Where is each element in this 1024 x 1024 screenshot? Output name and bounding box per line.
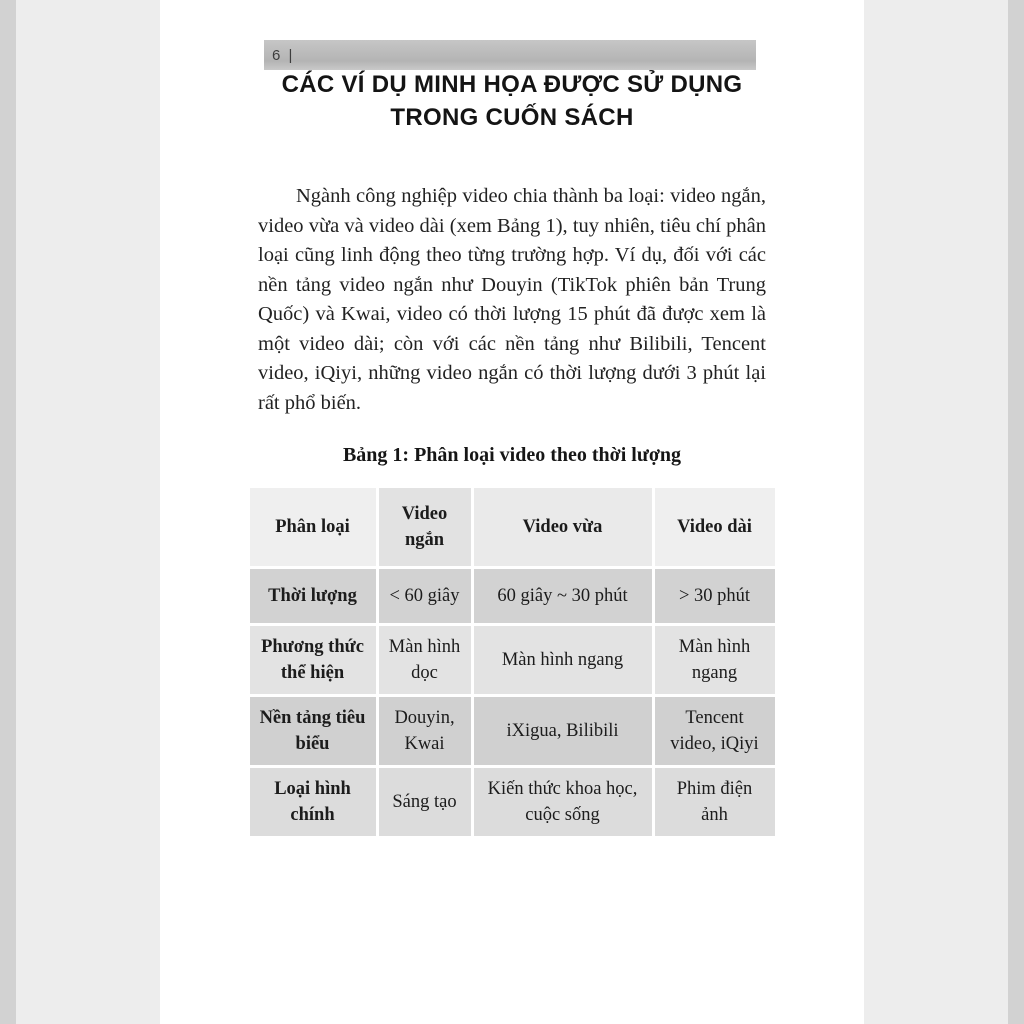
table-cell: Tencent video, iQiyi: [655, 697, 775, 765]
table-row-loai-hinh: [250, 768, 775, 836]
page-title: [220, 68, 804, 134]
table-cell: Màn hình ngang: [655, 626, 775, 694]
row-label: Loại hình chính: [250, 768, 376, 836]
column-header-video-ngan: Video ngắn: [379, 488, 471, 566]
book-page: [160, 0, 864, 1024]
classification-table: [247, 485, 778, 839]
right-edge-strip: [1008, 0, 1024, 1024]
table-cell: Kiến thức khoa học, cuộc sống: [474, 768, 652, 836]
body-paragraph: Ngành công nghiệp video chia thành ba loại: video ngắn, video vừa và video dài (xem Bảng 1), tuy nhiên, tiêu chí phân loại cũng linh động theo từng trường hợp. Ví dụ, đối với các nền tảng video ngắn như Douyin (TikTok phiên bản Trung Quốc) và Kwai, video có thời lượng 15 phút đã được xem là một video dài; còn với các nền tảng như Bilibili, Tencent video, iQiyi, những video ngắn có thời lượng dưới 3 phút lại rất phổ biến.: [258, 185, 766, 414]
table-cell: 60 giây ~ 30 phút: [474, 569, 652, 623]
row-label: Nền tảng tiêu biểu: [250, 697, 376, 765]
row-label: Thời lượng: [250, 569, 376, 623]
table-cell: Douyin, Kwai: [379, 697, 471, 765]
column-header-video-dai: Video dài: [655, 488, 775, 566]
column-header-video-vua: Video vừa: [474, 488, 652, 566]
table-row-phuong-thuc: [250, 626, 775, 694]
page-title-line2: TRONG CUỐN SÁCH: [390, 104, 634, 131]
table-cell: Màn hình dọc: [379, 626, 471, 694]
table-header-row: [250, 488, 775, 566]
table-cell: Màn hình ngang: [474, 626, 652, 694]
table-cell: Sáng tạo: [379, 768, 471, 836]
left-edge-strip: [0, 0, 16, 1024]
table-cell: Phim điện ảnh: [655, 768, 775, 836]
table-row-thoi-luong: [250, 569, 775, 623]
table-cell: > 30 phút: [655, 569, 775, 623]
table-cell: iXigua, Bilibili: [474, 697, 652, 765]
page-header-bar: [264, 40, 756, 70]
column-header-phan-loai: Phân loại: [250, 488, 376, 566]
row-label: Phương thức thể hiện: [250, 626, 376, 694]
table-cell: < 60 giây: [379, 569, 471, 623]
table-caption: Bảng 1: Phân loại video theo thời lượng: [342, 444, 682, 466]
page-number: 6 |: [272, 46, 295, 64]
page-title-line1: CÁC VÍ DỤ MINH HỌA ĐƯỢC SỬ DỤNG: [281, 71, 743, 98]
table-row-nen-tang: [250, 697, 775, 765]
